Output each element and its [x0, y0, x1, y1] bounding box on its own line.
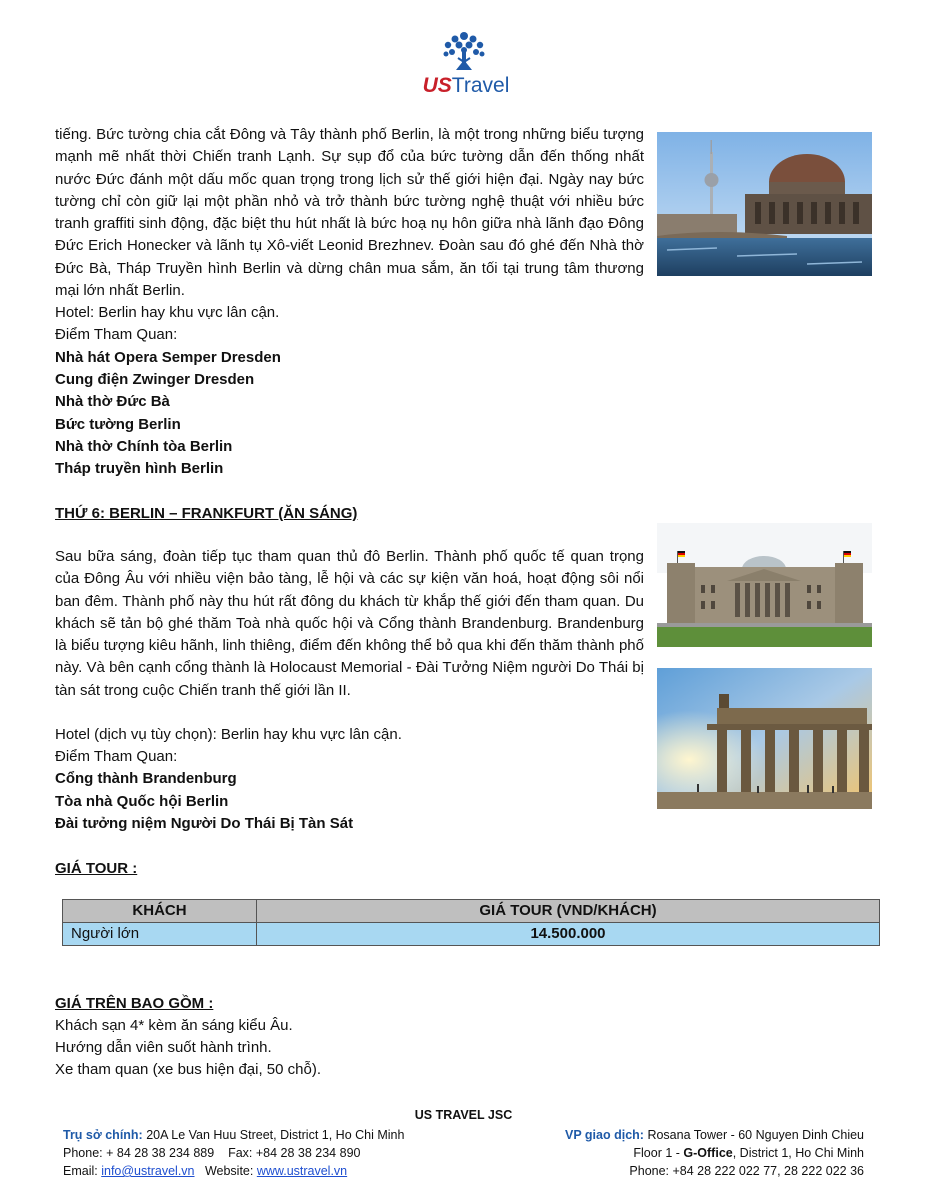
intro-hotel: Hotel: Berlin hay khu vực lân cận. [55, 304, 280, 321]
office-floor-prefix: Floor 1 - [633, 1146, 680, 1160]
email-link[interactable]: info@ustravel.vn [101, 1164, 195, 1178]
intro-sight: Tháp truyền hình Berlin [55, 460, 224, 477]
intro-sight: Cung điện Zwinger Dresden [55, 371, 255, 388]
intro-sight: Nhà thờ Đức Bà [55, 393, 170, 410]
tree-logo-icon [442, 30, 486, 72]
price-table-header [63, 900, 880, 923]
head-office-phone: Phone: + 84 28 38 234 889 Fax: +84 28 38 234 890 [63, 1146, 361, 1160]
intro-sight: Bức tường Berlin [55, 416, 181, 433]
website-link[interactable]: www.ustravel.vn [256, 1164, 348, 1178]
day6-sights-label: Điểm Tham Quan: [55, 748, 178, 765]
footer-head-office [63, 1126, 404, 1180]
brand-name: USTravel [422, 74, 510, 97]
includes-item: Xe tham quan (xe bus hiện đại, 50 chỗ). [55, 1061, 322, 1078]
day6-heading: THỨ 6: BERLIN – FRANKFURT (ĂN SÁNG) [55, 505, 358, 522]
price-value-cell: 14.500.000 [257, 923, 880, 946]
email-label: Email: [63, 1164, 98, 1178]
guest-type-cell: Người lớn [63, 923, 257, 946]
head-office-label: Trụ sở chính: [63, 1128, 143, 1142]
price-heading: GIÁ TOUR : [55, 860, 138, 877]
intro-sight: Nhà thờ Chính tòa Berlin [55, 438, 233, 455]
day6-sight: Cổng thành Brandenburg [55, 770, 237, 787]
head-office-address: 20A Le Van Huu Street, District 1, Ho Chi Minh [146, 1128, 405, 1142]
footer-company-name: US TRAVEL JSC [414, 1108, 513, 1122]
brandenburg-gate-photo [657, 668, 872, 809]
footer-trading-office [565, 1126, 864, 1180]
column-header-guest: KHÁCH [63, 900, 257, 923]
day6-hotel: Hotel (dịch vụ tùy chọn): Berlin hay khu vực lân cận. [55, 726, 402, 743]
includes-item: Hướng dẫn viên suốt hành trình. [55, 1039, 272, 1056]
day6-sight: Tòa nhà Quốc hội Berlin [55, 793, 229, 810]
includes-heading: GIÁ TRÊN BAO GỒM : [55, 995, 214, 1012]
day6-paragraph: Sau bữa sáng, đoàn tiếp tục tham quan thủ đô Berlin. Thành phố quốc tế quan trọng của Đông Âu với nhiều viện bảo tàng, lễ hội và các sự kiện văn hoá, hoạt động sôi nổi ban đêm. Thành phố này thu hút rất đông du khách từ khắp thế giới đến tham quan. Du khách sẽ tản bộ ghé thăm Toà nhà quốc hội và Cổng thành Brandenburg. Brandenburg là biểu tượng kiêu hãnh, linh thiêng, điểm đến không thể bỏ qua khi đến thăm thành phố này. Và bên cạnh cổng thành là Holocaust Memorial - Đài Tưởng Niệm người Do Thái bị tàn sát trong cuộc Chiến tranh thế giới lần II. [55, 548, 644, 699]
berlin-museum-photo [657, 132, 872, 276]
logo [412, 30, 516, 100]
column-header-price: GIÁ TOUR (VND/KHÁCH) [257, 900, 880, 923]
intro-paragraph: tiếng. Bức tường chia cắt Đông và Tây thành phố Berlin, là một trong những biểu tượng mạnh mẽ nhất thời Chiến tranh Lạnh. Sự sụp đổ của bức tường dẫn đến thống nhất nước Đức đánh một dấu mốc quan trọng trong lịch sử thế giới hiện đại. Ngày nay bức tường chỉ còn giữ lại một phần nhỏ và trở thành bức tường nghệ thuật với nhiều bức tranh graffiti sinh động, đặc biệt thu hút nhất là bức hoạ nụ hôn giữa nhà lãnh đạo Đông Đức Erich Honecker và lãnh tụ Xô-viết Leonid Brezhnev. Đoàn sau đó ghé đến Nhà thờ Đức Bà, Tháp Truyền hình Berlin và dừng chân mua sắm, ăn tối tại trung tâm thương mại lớn nhất Berlin. [55, 126, 644, 300]
office-floor-name: G-Office [683, 1146, 733, 1160]
website-label: Website: [204, 1164, 254, 1178]
intro-sight: Nhà hát Opera Semper Dresden [55, 349, 281, 366]
intro-sights-label: Điểm Tham Quan: [55, 326, 178, 343]
trading-office-phone: Phone: +84 28 222 022 77, 28 222 022 36 [629, 1164, 864, 1178]
trading-office-address: Rosana Tower - 60 Nguyen Dinh Chieu [647, 1128, 864, 1142]
price-table [62, 899, 880, 946]
trading-office-label: VP giao dịch: [565, 1128, 644, 1142]
day6-sight: Đài tưởng niệm Người Do Thái Bị Tàn Sát [55, 815, 354, 832]
office-floor-suffix: , District 1, Ho Chi Minh [732, 1146, 864, 1160]
reichstag-photo [657, 523, 872, 647]
includes-item: Khách sạn 4* kèm ăn sáng kiểu Âu. [55, 1017, 293, 1034]
table-row [63, 923, 880, 946]
